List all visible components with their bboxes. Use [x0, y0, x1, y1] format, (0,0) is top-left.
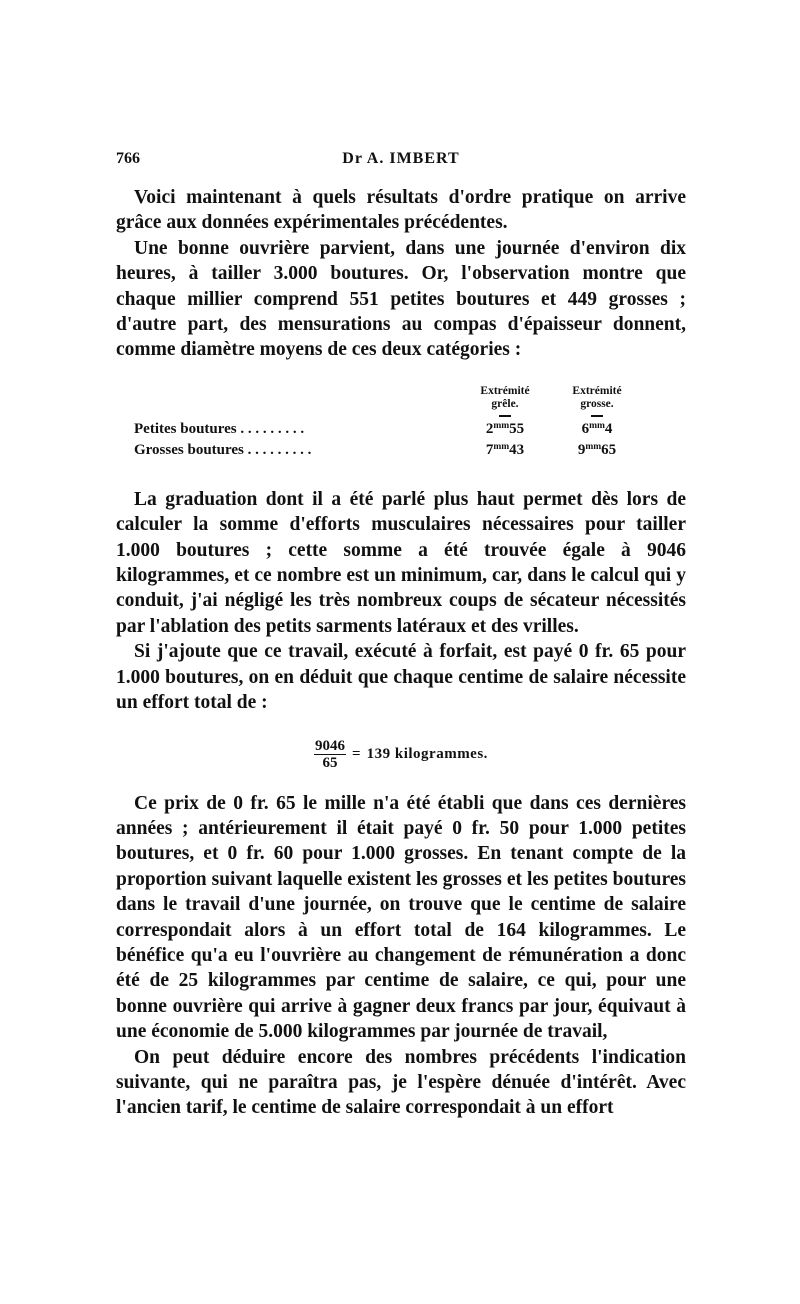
table-row	[116, 440, 643, 461]
column-dash	[499, 415, 511, 417]
author-prefix: Dr	[342, 150, 363, 167]
book-page	[116, 150, 686, 1121]
row-value-thin: $7^{mm}43$	[485, 441, 525, 458]
row-value-thick: $9^{mm}65$	[577, 441, 617, 458]
column-dash	[591, 415, 603, 417]
page-header	[116, 150, 686, 174]
diameter-table	[116, 385, 643, 461]
effort-formula	[116, 738, 686, 771]
paragraph: La graduation dont il a été parlé plus haut permet dès lors de calculer la somme d'efforts musculaires nécessaires pour tailler 1.000 boutures ; cette somme a été trouvée égale à 9046 kilogrammes, et ce nombre est un minimum, car, dans le calcul qui y conduit, j'ai négligé les très nombreux coups de sécateur nécessités par l'ablation des petits sarments latéraux et des vrilles.	[116, 488, 686, 637]
table-row	[116, 419, 643, 440]
column-header-thick-end: Extrémité grosse.	[551, 385, 643, 419]
paragraph: Si j'ajoute que ce travail, exécuté à forfait, est payé 0 fr. 65 pour 1.000 boutures, on en déduit que chaque centime de salaire nécessite un effort total de :	[116, 641, 686, 714]
paragraph: Une bonne ouvrière parvient, dans une journée d'environ dix heures, à tailler 3.000 boutures. Or, l'observation montre que chaque millier comprend 551 petites boutures et 449 grosses ; d'autre part, des mensurations au compas d'épaisseur donnent, comme diamètre moyens de ces deux catégories :	[116, 237, 686, 361]
fraction	[314, 738, 346, 771]
body-text-top	[116, 185, 686, 363]
fraction-denominator: 65	[322, 754, 338, 771]
paragraph: Voici maintenant à quels résultats d'ordre pratique on arrive grâce aux données expérimentales précédentes.	[116, 187, 686, 234]
body-text-middle	[116, 487, 686, 716]
paragraph: On peut déduire encore des nombres précédents l'indication suivante, qui ne paraîtra pas, je l'espère dénuée d'intérêt. Avec l'ancien tarif, le centime de salaire correspondait à un effort	[116, 1046, 686, 1119]
page-number: 766	[116, 150, 140, 167]
row-label: Grosses boutures . . . . . . . . .	[134, 441, 312, 458]
table-header-row	[116, 385, 643, 419]
paragraph: Ce prix de 0 fr. 65 le mille n'a été établi que dans ces dernières années ; antérieurement il était payé 0 fr. 50 pour 1.000 petites boutures, et 0 fr. 60 pour 1.000 grosses. En tenant compte de la proportion suivant laquelle existent les grosses et les petites boutures dans le travail d'une journée, on trouve que le centime de salaire correspondait alors à un effort total de 164 kilogrammes. Le bénéfice qu'a eu l'ouvrière au changement de rémunération a donc été de 25 kilogrammes par centime de salaire, ce qui, pour une bonne ouvrière qui arrive à gagner deux francs par jour, équivaut à une économie de 5.000 kilogrammes par journée de travail,	[116, 792, 686, 1043]
body-text-bottom	[116, 791, 686, 1121]
fraction-numerator: 9046	[315, 737, 346, 754]
row-label: Petites boutures . . . . . . . . .	[134, 420, 305, 437]
row-value-thick: $6^{mm}4$	[581, 420, 613, 437]
table-header-blank	[116, 385, 459, 419]
column-header-thin-end: Extrémité grêle.	[459, 385, 551, 419]
row-value-thin: $2^{mm}55$	[485, 420, 525, 437]
equals-sign: =	[352, 745, 361, 762]
running-head	[116, 150, 686, 168]
author-name: A. IMBERT	[366, 150, 460, 167]
formula-result: 139 kilogrammes.	[366, 745, 488, 762]
